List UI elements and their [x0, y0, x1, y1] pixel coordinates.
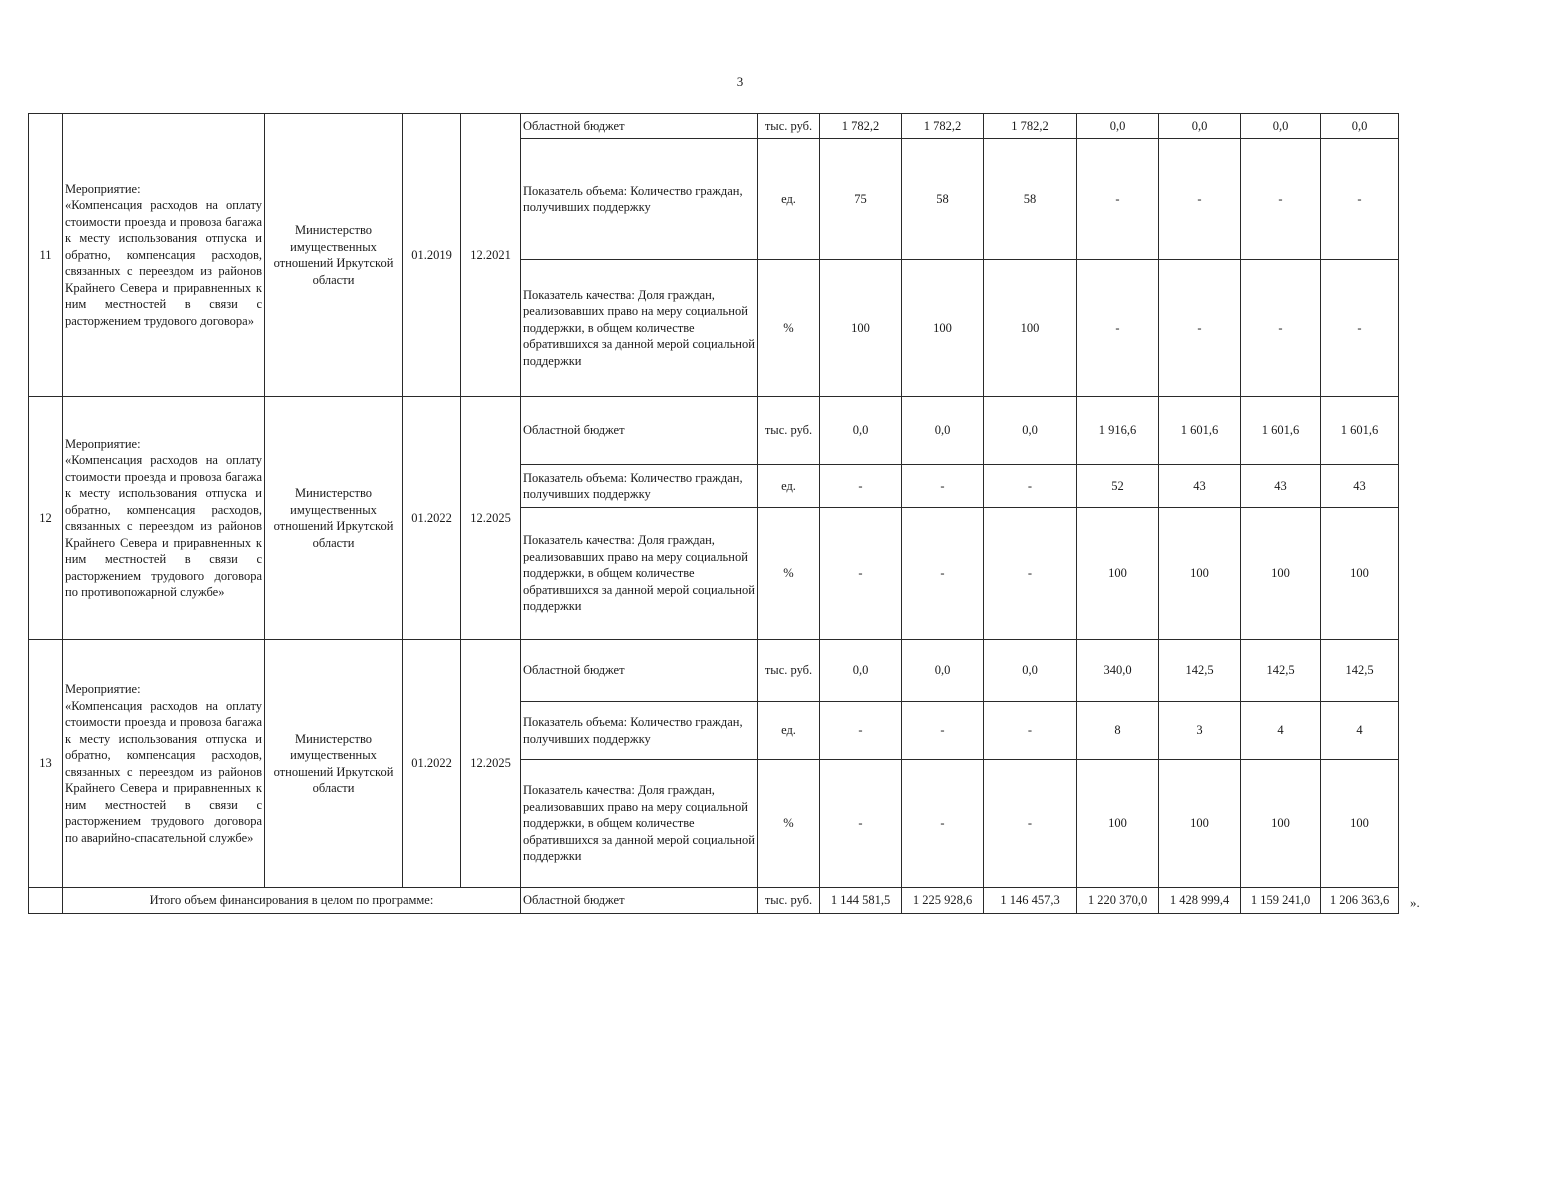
- total-value-cell: 1 206 363,6: [1321, 888, 1399, 914]
- value-cell: 3: [1159, 702, 1241, 760]
- value-cell: 43: [1159, 465, 1241, 508]
- value-cell: -: [1241, 260, 1321, 397]
- value-cell: 100: [1241, 760, 1321, 888]
- value-cell: 100: [902, 260, 984, 397]
- value-cell: 100: [1077, 508, 1159, 640]
- executor: Министерство имущественных отношений Иркутской области: [265, 114, 403, 397]
- value-cell: 142,5: [1241, 640, 1321, 702]
- program-table: [28, 113, 1399, 914]
- value-cell: -: [902, 508, 984, 640]
- total-value-cell: 1 428 999,4: [1159, 888, 1241, 914]
- value-cell: 0,0: [1321, 114, 1399, 139]
- unit: %: [758, 508, 820, 640]
- indicator-name: Показатель объема: Количество граждан, получивших поддержку: [521, 702, 758, 760]
- unit: ед.: [758, 139, 820, 260]
- indicator-name: Областной бюджет: [521, 114, 758, 139]
- total-value-cell: 1 146 457,3: [984, 888, 1077, 914]
- value-cell: -: [820, 465, 902, 508]
- value-cell: -: [820, 760, 902, 888]
- indicator-name: Областной бюджет: [521, 640, 758, 702]
- value-cell: -: [1159, 260, 1241, 397]
- value-cell: 0,0: [820, 397, 902, 465]
- total-value-cell: 1 159 241,0: [1241, 888, 1321, 914]
- total-value-cell: 1 144 581,5: [820, 888, 902, 914]
- unit: тыс. руб.: [758, 397, 820, 465]
- value-cell: 100: [1159, 760, 1241, 888]
- total-value-cell: 1 225 928,6: [902, 888, 984, 914]
- unit: тыс. руб.: [758, 640, 820, 702]
- value-cell: 100: [820, 260, 902, 397]
- value-cell: 100: [1321, 760, 1399, 888]
- value-cell: -: [1077, 139, 1159, 260]
- value-cell: -: [984, 760, 1077, 888]
- total-unit: тыс. руб.: [758, 888, 820, 914]
- value-cell: -: [1077, 260, 1159, 397]
- value-cell: 1 601,6: [1321, 397, 1399, 465]
- value-cell: 43: [1321, 465, 1399, 508]
- value-cell: 0,0: [1077, 114, 1159, 139]
- value-cell: 0,0: [1241, 114, 1321, 139]
- value-cell: 0,0: [984, 397, 1077, 465]
- value-cell: -: [820, 702, 902, 760]
- value-cell: 142,5: [1159, 640, 1241, 702]
- value-cell: 75: [820, 139, 902, 260]
- value-cell: 0,0: [902, 397, 984, 465]
- value-cell: 142,5: [1321, 640, 1399, 702]
- indicator-name: Показатель качества: Доля граждан, реализовавших право на меру социальной поддержки, в общем количестве обратившихся за данной мерой социальной поддержки: [521, 760, 758, 888]
- executor: Министерство имущественных отношений Иркутской области: [265, 640, 403, 888]
- table-row: [29, 397, 1399, 465]
- value-cell: 0,0: [984, 640, 1077, 702]
- value-cell: 4: [1321, 702, 1399, 760]
- start-date: 01.2022: [403, 640, 461, 888]
- end-date: 12.2025: [461, 640, 521, 888]
- value-cell: -: [1321, 260, 1399, 397]
- measure-text: Мероприятие: «Компенсация расходов на оплату стоимости проезда и провоза багажа к месту использования отпуска и обратно, компенсация расходов, связанных с переездом из районов Крайнего Севера и приравненных к ним местностей в связи с расторжением трудового договора»: [65, 181, 262, 328]
- start-date: 01.2019: [403, 114, 461, 397]
- unit: ед.: [758, 702, 820, 760]
- indicator-name: Показатель качества: Доля граждан, реализовавших право на меру социальной поддержки, в общем количестве обратившихся за данной мерой социальной поддержки: [521, 508, 758, 640]
- value-cell: 1 782,2: [984, 114, 1077, 139]
- value-cell: 100: [1159, 508, 1241, 640]
- unit: %: [758, 260, 820, 397]
- value-cell: -: [984, 508, 1077, 640]
- value-cell: 4: [1241, 702, 1321, 760]
- value-cell: 100: [1321, 508, 1399, 640]
- value-cell: -: [984, 702, 1077, 760]
- total-indicator-name: Областной бюджет: [521, 888, 758, 914]
- total-row: [29, 888, 1399, 914]
- executor: Министерство имущественных отношений Иркутской области: [265, 397, 403, 640]
- value-cell: 0,0: [902, 640, 984, 702]
- value-cell: 1 782,2: [902, 114, 984, 139]
- total-value-cell: 1 220 370,0: [1077, 888, 1159, 914]
- value-cell: -: [1241, 139, 1321, 260]
- table-row: [29, 114, 1399, 139]
- value-cell: 0,0: [1159, 114, 1241, 139]
- measure-text: Мероприятие: «Компенсация расходов на оплату стоимости проезда и провоза багажа к месту использования отпуска и обратно, компенсация расходов, связанных с переездом из районов Крайнего Севера и приравненных к ним местностей в связи с расторжением трудового договора по аварийно-спасательной службе»: [65, 682, 262, 845]
- value-cell: -: [1321, 139, 1399, 260]
- unit: %: [758, 760, 820, 888]
- unit: ед.: [758, 465, 820, 508]
- value-cell: -: [984, 465, 1077, 508]
- value-cell: 8: [1077, 702, 1159, 760]
- value-cell: -: [1159, 139, 1241, 260]
- unit: тыс. руб.: [758, 114, 820, 139]
- measure-description: [63, 397, 265, 640]
- value-cell: 1 601,6: [1241, 397, 1321, 465]
- value-cell: 58: [902, 139, 984, 260]
- end-date: 12.2021: [461, 114, 521, 397]
- end-date: 12.2025: [461, 397, 521, 640]
- value-cell: 100: [1241, 508, 1321, 640]
- value-cell: 100: [1077, 760, 1159, 888]
- value-cell: 43: [1241, 465, 1321, 508]
- row-number: 11: [29, 114, 63, 397]
- value-cell: -: [902, 760, 984, 888]
- start-date: 01.2022: [403, 397, 461, 640]
- page-number: 3: [736, 74, 744, 89]
- value-cell: 1 782,2: [820, 114, 902, 139]
- closing-quote-mark: ».: [1410, 895, 1420, 910]
- value-cell: -: [820, 508, 902, 640]
- indicator-name: Показатель объема: Количество граждан, получивших поддержку: [521, 465, 758, 508]
- value-cell: 0,0: [820, 640, 902, 702]
- total-empty-cell: [29, 888, 63, 914]
- row-number: 13: [29, 640, 63, 888]
- value-cell: 52: [1077, 465, 1159, 508]
- indicator-name: Показатель объема: Количество граждан, получивших поддержку: [521, 139, 758, 260]
- value-cell: 58: [984, 139, 1077, 260]
- indicator-name: Областной бюджет: [521, 397, 758, 465]
- table-row: [29, 640, 1399, 702]
- total-label: Итого объем финансирования в целом по программе:: [63, 888, 521, 914]
- measure-description: [63, 114, 265, 397]
- value-cell: 1 916,6: [1077, 397, 1159, 465]
- value-cell: 340,0: [1077, 640, 1159, 702]
- value-cell: -: [902, 702, 984, 760]
- value-cell: -: [902, 465, 984, 508]
- value-cell: 100: [984, 260, 1077, 397]
- indicator-name: Показатель качества: Доля граждан, реализовавших право на меру социальной поддержки, в общем количестве обратившихся за данной мерой социальной поддержки: [521, 260, 758, 397]
- row-number: 12: [29, 397, 63, 640]
- measure-description: [63, 640, 265, 888]
- value-cell: 1 601,6: [1159, 397, 1241, 465]
- measure-text: Мероприятие: «Компенсация расходов на оплату стоимости проезда и провоза багажа к месту использования отпуска и обратно, компенсация расходов, связанных с переездом из районов Крайнего Севера и приравненных к ним местностей в связи с расторжением трудового договора по противопожарной службе»: [65, 436, 262, 599]
